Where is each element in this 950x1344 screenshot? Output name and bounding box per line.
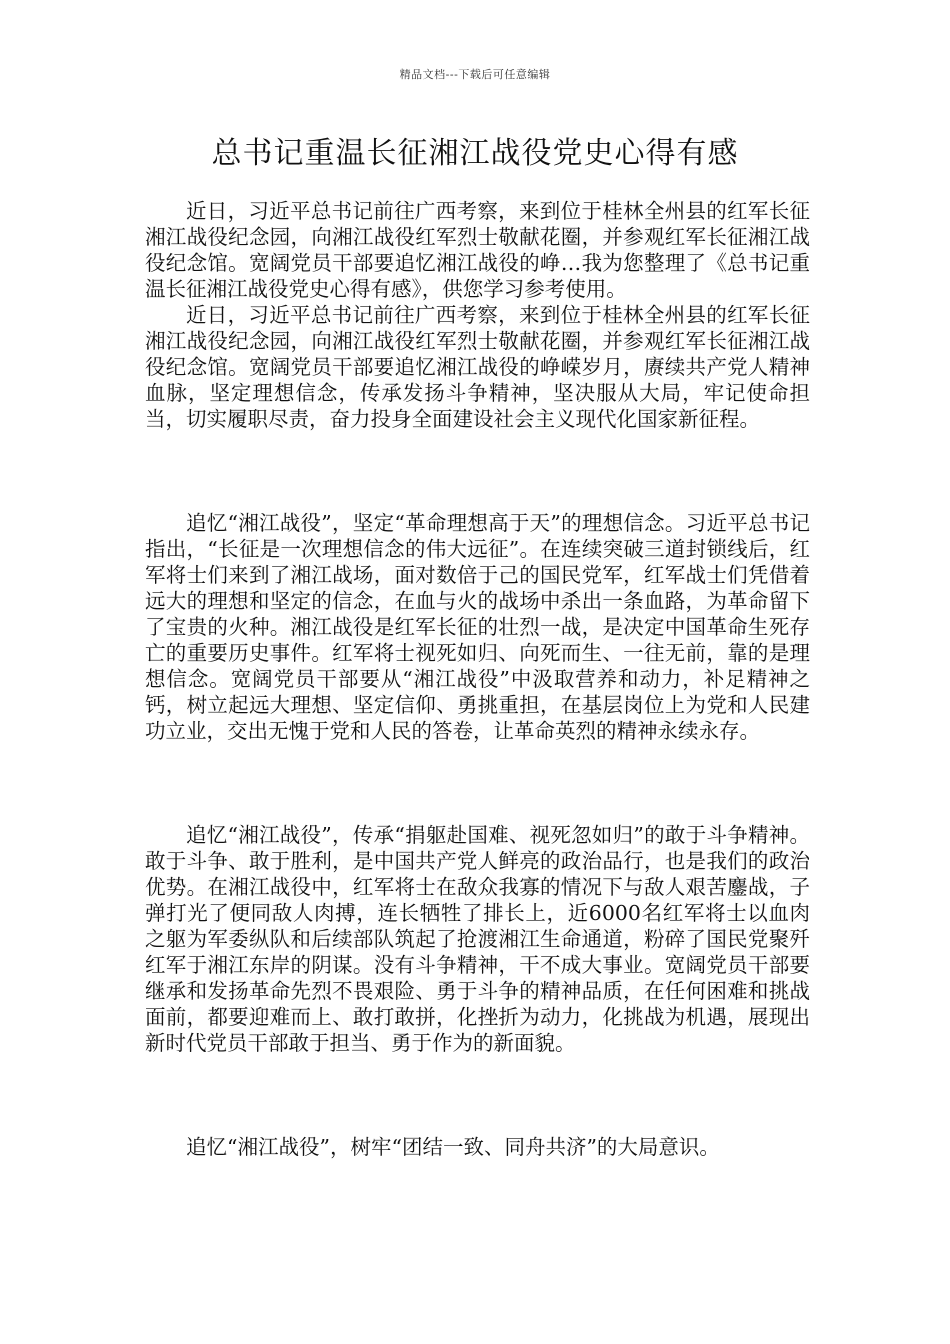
paragraph-struggle: 追忆“湘江战役”，传承“捐躯赴国难、视死忽如归”的敢于斗争精神。敢于斗争、敢于胜利，是中国共产党人鲜亮的政治品行，也是我们的政治优势。在湘江战役中，红军将士在敌众我寡的情况下与敌人艰苦鏖战，子弹打光了便同敌人肉搏，连长牺牲了排长上，近6000名红军将士以血肉之躯为军委纵队和后续部队筑起了抢渡湘江生命通道，粉碎了国民党聚歼红军于湘江东岸的阴谋。没有斗争精神，干不成大事业。宽阔党员干部要继承和发扬革命先烈不畏艰险、勇于斗争的精神品质，在任何困难和挑战面前，都要迎难而上、敢打敢拼，化挫折为动力，化挑战为机遇，展现出新时代党员干部敢于担当、勇于作为的新面貌。 — [145, 823, 810, 1055]
paragraph-ideals: 追忆“湘江战役”，坚定“革命理想高于天”的理想信念。习近平总书记指出，“长征是一次理想信念的伟大远征”。在连续突破三道封锁线后，红军将士们来到了湘江战场，面对数倍于己的国民党军，红军战士们凭借着远大的理想和坚定的信念，在血与火的战场中杀出一条血路，为革命留下了宝贵的火种。湘江战役是红军长征的壮烈一战，是决定中国革命生死存亡的重要历史事件。红军将士视死如归、向死而生、一往无前，靠的是理想信念。宽阔党员干部要从“湘江战役”中汲取营养和动力，补足精神之钙，树立起远大理想、坚定信仰、勇挑重担，在基层岗位上为党和人民建功立业，交出无愧于党和人民的答卷，让革命英烈的精神永续永存。 — [145, 511, 810, 743]
page-title: 总书记重温长征湘江战役党史心得有感 — [211, 136, 739, 171]
paragraph-summary: 近日，习近平总书记前往广西考察，来到位于桂林全州县的红军长征湘江战役纪念园，向湘江战役红军烈士敬献花圈，并参观红军长征湘江战役纪念馆。宽阔党员干部要追忆湘江战役的峥…我为您整理了《总书记重温长征湘江战役党史心得有感》，供您学习参考使用。 — [145, 199, 810, 301]
header-note: 精品文档---下载后可任意编辑 — [399, 68, 551, 81]
paragraph-intro: 近日，习近平总书记前往广西考察，来到位于桂林全州县的红军长征湘江战役纪念园，向湘江战役红军烈士敬献花圈，并参观红军长征湘江战役纪念馆。宽阔党员干部要追忆湘江战役的峥嵘岁月，赓续共产党人精神血脉，坚定理想信念，传承发扬斗争精神，坚决服从大局，牢记使命担当，切实履职尽责，奋力投身全面建设社会主义现代化国家新征程。 — [145, 303, 810, 431]
paragraph-spacer — [145, 432, 810, 510]
paragraph-spacer — [145, 1056, 810, 1134]
paragraph-spacer — [145, 744, 810, 822]
paragraph-unity: 追忆“湘江战役”，树牢“团结一致、同舟共济”的大局意识。 — [186, 1135, 720, 1159]
document-body — [145, 198, 810, 1160]
